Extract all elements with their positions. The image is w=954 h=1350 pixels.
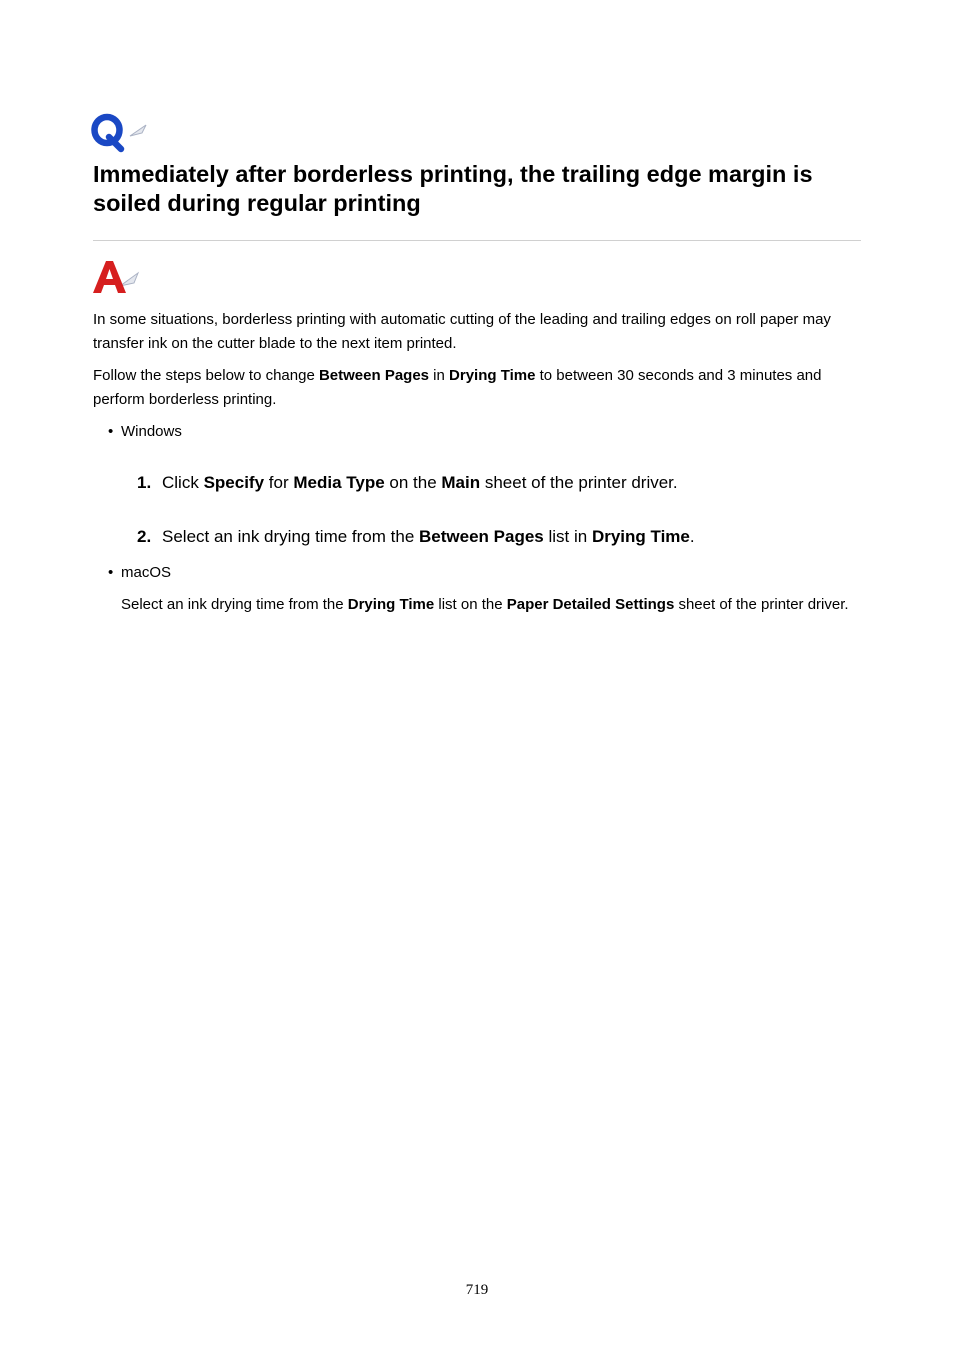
answer-a-icon bbox=[90, 256, 144, 298]
instruction-paragraph: Follow the steps below to change Between Pages in Drying Time to between 30 seconds and 3 minutes and perform borderless printing. bbox=[93, 367, 822, 408]
bullet-windows bbox=[108, 420, 182, 444]
paper-detailed-settings-term: Paper Detailed Settings bbox=[506, 596, 675, 613]
section-divider bbox=[93, 240, 861, 241]
step-number: 2. bbox=[137, 527, 152, 546]
bullet-windows-label: Windows bbox=[121, 423, 182, 440]
page-number: 719 bbox=[465, 1282, 489, 1298]
windows-step-1: 1. Click Specify for Media Type on the Main sheet of the printer driver. bbox=[137, 471, 678, 495]
question-title: Immediately after borderless printing, the trailing edge margin is soiled during regular printing bbox=[93, 161, 813, 216]
specify-term: Specify bbox=[203, 473, 265, 492]
bullet-dot-icon: • bbox=[108, 564, 114, 581]
bullet-macos-label: macOS bbox=[121, 564, 172, 581]
bullet-macos bbox=[108, 561, 171, 585]
question-q-icon bbox=[90, 110, 150, 154]
drying-time-term: Drying Time bbox=[347, 596, 435, 613]
main-term: Main bbox=[441, 473, 481, 492]
between-pages-term: Between Pages bbox=[419, 527, 544, 546]
drying-time-term: Drying Time bbox=[449, 367, 536, 384]
intro-paragraph: In some situations, borderless printing with automatic cutting of the leading and trailing edges on roll paper may transfer ink on the cutter blade to the next item printed. bbox=[93, 311, 831, 352]
windows-step-2: 2. Select an ink drying time from the Between Pages list in Drying Time. bbox=[137, 525, 695, 549]
macos-paragraph: Select an ink drying time from the Drying Time list on the Paper Detailed Settings sheet of the printer driver. bbox=[121, 596, 849, 613]
step-number: 1. bbox=[137, 473, 152, 492]
media-type-term: Media Type bbox=[293, 473, 385, 492]
drying-time-term: Drying Time bbox=[591, 527, 690, 546]
bullet-dot-icon: • bbox=[108, 423, 114, 440]
between-pages-term: Between Pages bbox=[318, 367, 430, 384]
